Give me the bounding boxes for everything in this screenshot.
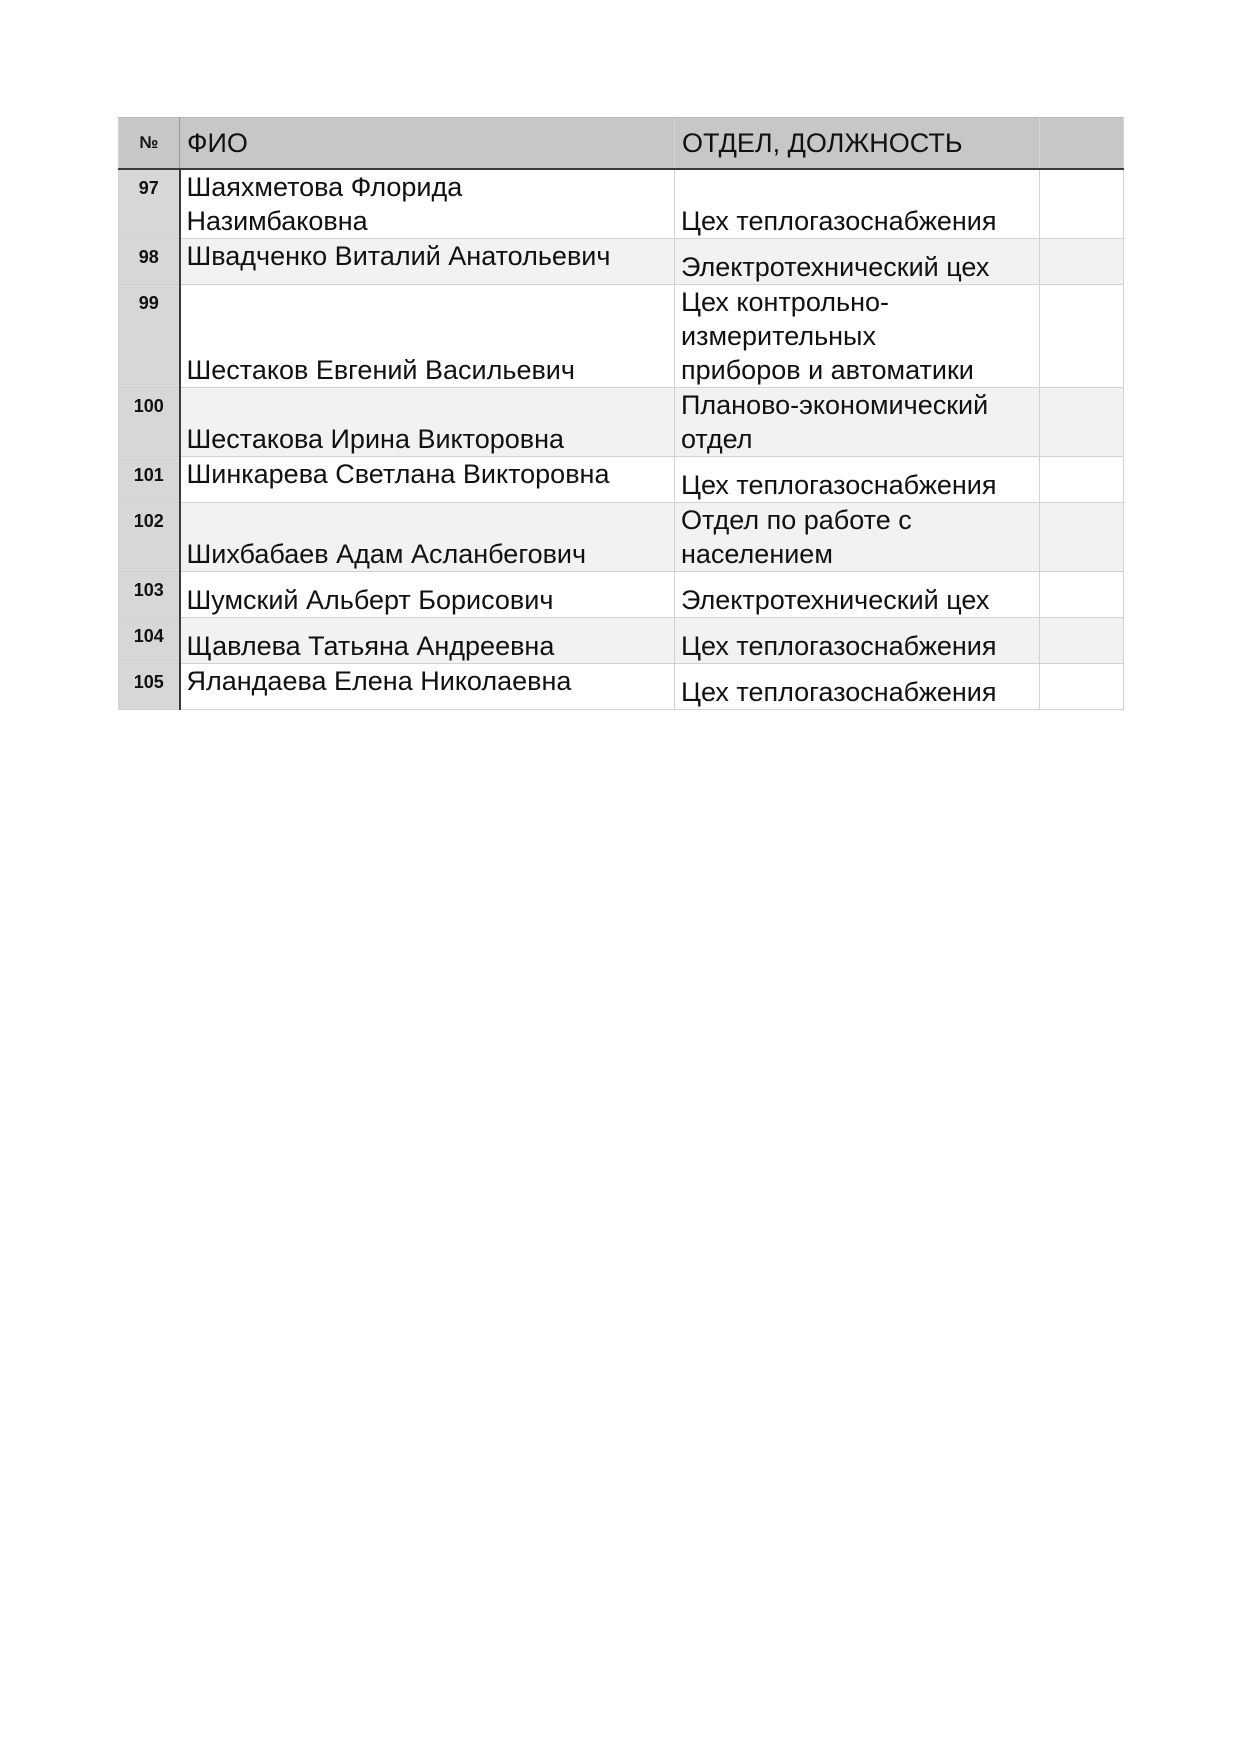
row-number: 100 (119, 388, 180, 457)
row-name-text: Шестакова Ирина Викторовна (186, 424, 565, 454)
table-row (119, 457, 1124, 503)
row-department (675, 618, 1040, 664)
table-row (119, 572, 1124, 618)
row-name (180, 285, 675, 388)
row-name-text: Шихбабаев Адам Асланбегович (186, 539, 587, 569)
row-name (180, 388, 675, 457)
row-extra (1040, 618, 1124, 664)
row-name (180, 239, 675, 285)
row-number: 103 (119, 572, 180, 618)
header-extra (1040, 118, 1124, 170)
row-department (675, 503, 1040, 572)
header-department: ОТДЕЛ, ДОЛЖНОСТЬ (675, 118, 1040, 170)
row-name-text: Швадченко Виталий Анатольевич (186, 241, 611, 271)
table-row (119, 169, 1124, 239)
row-department-text: Цех контрольно- измерительных приборов и автоматики (681, 287, 974, 385)
row-name-text: Яландаева Елена Николаевна (186, 666, 572, 696)
table-row (119, 503, 1124, 572)
row-name (180, 618, 675, 664)
row-extra (1040, 457, 1124, 503)
row-number: 104 (119, 618, 180, 664)
row-department-text: Отдел по работе с населением (681, 505, 912, 569)
row-number: 105 (119, 664, 180, 710)
row-department (675, 169, 1040, 239)
row-name (180, 503, 675, 572)
row-number: 102 (119, 503, 180, 572)
row-name (180, 457, 675, 503)
row-number: 98 (119, 239, 180, 285)
row-extra (1040, 664, 1124, 710)
row-name-text: Шестаков Евгений Васильевич (186, 355, 575, 385)
row-department-text: Цех теплогазоснабжения (681, 631, 997, 661)
row-name (180, 664, 675, 710)
row-extra (1040, 572, 1124, 618)
row-name-text: Шумский Альберт Борисович (186, 585, 554, 615)
row-department (675, 572, 1040, 618)
row-department (675, 239, 1040, 285)
table-row (119, 388, 1124, 457)
row-department (675, 285, 1040, 388)
row-extra (1040, 239, 1124, 285)
row-extra (1040, 503, 1124, 572)
header-name: ФИО (180, 118, 675, 170)
row-department (675, 664, 1040, 710)
row-department (675, 457, 1040, 503)
row-number: 97 (119, 169, 180, 239)
row-name-text: Щавлева Татьяна Андреевна (186, 631, 555, 661)
header-number: № (119, 118, 180, 170)
table-row (119, 239, 1124, 285)
row-extra (1040, 285, 1124, 388)
row-number: 99 (119, 285, 180, 388)
row-name (180, 169, 675, 239)
row-name (180, 572, 675, 618)
row-extra (1040, 169, 1124, 239)
row-department-text: Цех теплогазоснабжения (681, 206, 997, 236)
row-department-text: Цех теплогазоснабжения (681, 677, 997, 707)
row-number: 101 (119, 457, 180, 503)
row-department-text: Электротехнический цех (681, 585, 990, 615)
table-body (119, 169, 1124, 710)
table-header (119, 118, 1124, 170)
row-name-text: Шаяхметова Флорида Назимбаковна (186, 172, 463, 236)
table-row (119, 618, 1124, 664)
row-department-text: Цех теплогазоснабжения (681, 470, 997, 500)
employee-table (118, 117, 1124, 710)
row-department-text: Электротехнический цех (681, 252, 990, 282)
table-row (119, 285, 1124, 388)
row-department (675, 388, 1040, 457)
table-row (119, 664, 1124, 710)
header-row (119, 118, 1124, 170)
row-name-text: Шинкарева Светлана Викторовна (186, 459, 610, 489)
row-extra (1040, 388, 1124, 457)
row-department-text: Планово-экономический отдел (681, 390, 989, 454)
